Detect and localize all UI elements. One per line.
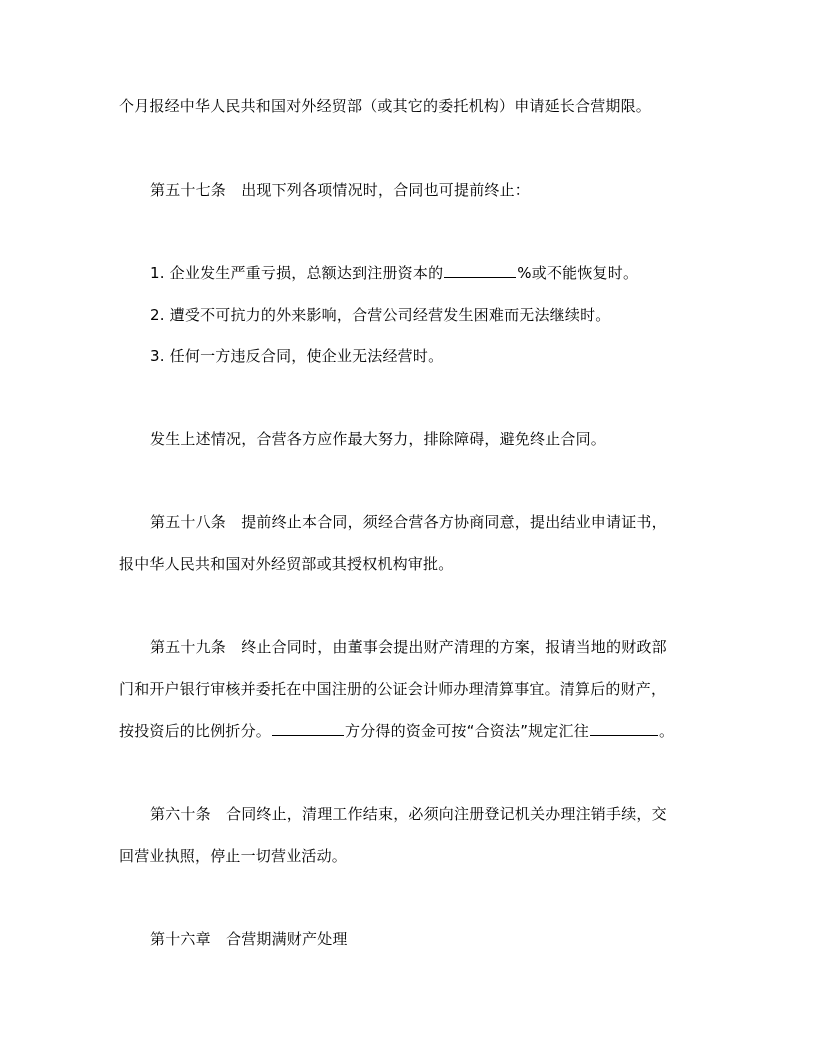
article-59-text-3b: 方分得的资金可按“合资法”规定汇往 [345,722,589,740]
article-58-text-2: 报中华人民共和国对外经贸部或其授权机构审批。 [119,555,454,573]
article-60-line-2 [119,846,347,866]
text-line-1: 个月报经中华人民共和国对外经贸部（或其它的委托机构）申请延长合营期限。 [119,97,652,115]
fill-in-blank [444,263,516,278]
article-60-text-2: 回营业执照，停止一切营业活动。 [119,847,348,865]
article-59-text-1: 第五十九条 终止合同时，由董事会提出财产清理的方案，报请当地的财政部 [150,638,667,656]
paragraph-line [119,96,651,116]
fill-in-blank [590,721,658,736]
article-58-line-1 [150,512,667,532]
article-59-line-1 [150,637,667,657]
article-57-heading [150,180,530,200]
article-59-text-3a: 按投资后的比例折分。 [119,722,272,740]
list-item-3 [150,346,443,366]
paragraph-text: 发生上述情况，合营各方应作最大努力，排除障碍，避免终止合同。 [150,430,607,448]
article-59-line-3 [119,721,674,741]
list-item-1-text: 1. 企业发生严重亏损，总额达到注册资本的 [150,264,444,282]
article-59-text-2: 门和开户银行审核并委托在中国注册的公证会计师办理清算事宜。清算后的财产， [119,680,667,698]
paragraph-line [150,429,606,449]
list-item-2 [150,305,610,325]
article-60-line-1 [150,804,667,824]
list-item-1 [150,263,638,283]
list-item-1-suffix: %或不能恢复时。 [517,264,639,282]
fill-in-blank [272,721,344,736]
article-57-text: 第五十七条 出现下列各项情况时，合同也可提前终止： [150,181,531,199]
article-59-line-2 [119,679,666,699]
article-60-text-1: 第六十条 合同终止，清理工作结束，必须向注册登记机关办理注销手续，交 [150,805,667,823]
article-58-text-1: 第五十八条 提前终止本合同，须经合营各方协商同意，提出结业申请证书， [150,513,667,531]
article-58-line-2 [119,554,453,574]
list-item-3-text: 3. 任何一方违反合同，使企业无法经营时。 [150,347,444,365]
chapter-16-heading [150,929,348,949]
list-item-2-text: 2. 遭受不可抗力的外来影响，合营公司经营发生困难而无法继续时。 [150,306,611,324]
article-59-text-3c: 。 [658,722,675,740]
chapter-16-text: 第十六章 合营期满财产处理 [150,930,348,948]
